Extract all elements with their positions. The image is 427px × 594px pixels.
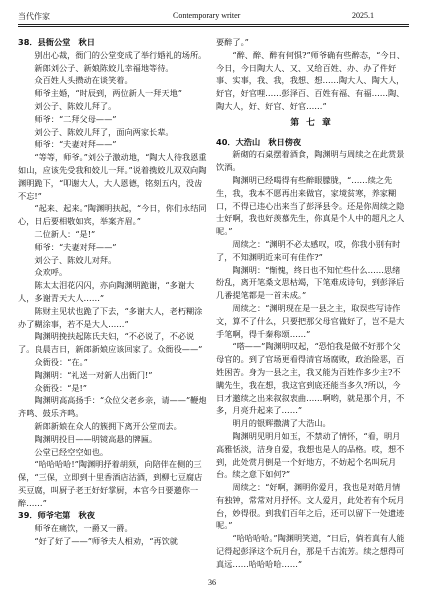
paragraph: 二位新人：“是!”: [34, 228, 96, 239]
paragraph: 公堂已经空空如也。: [34, 446, 109, 457]
paragraph: 众百姓人头攒动在谈笑着。: [34, 75, 133, 86]
paragraph: 刘公子、陈姣儿拜了。: [34, 100, 117, 111]
paragraph: 陶渊明：“礼送一对新人出衙门!”: [34, 369, 153, 380]
paragraph: 陶渊明：“惭愧，终日也不知忙些什么……思绪纷乱，离开笔桑文思枯竭，下笔难成诗句，到彭泽后几番提笔都是一首未成。”: [216, 264, 405, 301]
paragraph: 刘公子、陈姣儿拜了，面向两家长辈。: [34, 126, 174, 137]
paragraph: 刘公子、陈姣儿对拜。: [34, 254, 117, 265]
paragraph: 陶渊明见明月如玉，不禁动了情怀，“看，明月高雅恬淡，洁身自爱，我想也是人的品格。哎，想不到，此处赏月倒是一个好地方，不妨起个名叫玩月台。续之意下如何?”: [216, 430, 405, 480]
paragraph: 周续之：“好啊，渊明你爱月，我也是对皓月情有独钟，常常对月抒怀。文人爱月，此处若有个玩月台，妙得很。到我们百年之后，还可以留下一处遗迹呢。”: [216, 482, 405, 531]
paragraph: 众衙役：“是!”: [34, 382, 87, 393]
paragraph: 陈财主见状也跪了下去，“多谢大人，老朽糊涂办了糊涂事，若不是大人……”: [18, 305, 203, 329]
left-text-column: [18, 36, 209, 576]
paragraph: “起来、起来。”陶渊明扶起，“今日，你们永结同心，日后要相敬如宾，举案齐眉。”: [18, 203, 207, 227]
paragraph: 陶渊明挽扶起陈氏夫妇，“不必说了，不必说了。良晨吉日，新郎新娘应该回家了。众衙役——”: [18, 331, 203, 355]
section-heading: 38．县衙公堂 秋日: [18, 37, 95, 47]
paragraph-continuation: 要醉了。”: [216, 37, 249, 47]
paragraph: “哈哈哈哈。”陶渊明笑道，“日后，倘若真有人能记得起彭泽这个玩月台，那是千古流芳。续之想得可真远……哈哈哈哈……”: [216, 533, 405, 569]
paragraph: “哈哈哈哈!”陶渊明抒着胡须，向陪伴在侧的三保，“三保，立即到十里香酒店沽酒，到柳七豆腐店买豆腐，叫厨子老王好好掌厨，本官今日要邀你一醉……”: [18, 459, 203, 508]
section-heading: 40．大浩山 秋日傍夜: [216, 136, 302, 147]
paragraph: 周续之：“渊明不必太感叹，哎，你我小别有时了，不知渊明近来可有佳作?”: [216, 238, 401, 262]
paragraph: 陶渊明已经喝得有些醉眼朦胧，“……续之先生，我，我本不愿再出来做官，家境贫寒，养家糊口，不得已违心出来当了彭泽县令。还是你周续之隐士好啊，我也好羡慕先生，你真是个人中的超凡之人呢。”: [216, 174, 405, 237]
issue-number: 2025.1: [352, 11, 374, 20]
journal-name: 当代作家: [18, 12, 50, 21]
paragraph: 陈太太泪花闪闪，亦向陶渊明跪谢，“多谢大人，多谢青天大人……”: [18, 280, 195, 303]
paragraph: 陶渊明高高扬手：“众位父老乡亲，请——”鞭炮齐鸣、鼓乐齐鸣。: [18, 395, 207, 419]
paragraph: 师爷在痛饮，一爵又一爵。: [34, 523, 133, 534]
chapter-heading: 第 七 章: [290, 117, 333, 128]
paragraph: 众衙役：“在。”: [34, 356, 88, 367]
paragraph: “好了好了——”师爷夫人相劝，“再饮就: [34, 536, 178, 547]
running-header: [0, 0, 427, 34]
paragraph: 众欢呼。: [34, 267, 68, 278]
paragraph: 明月的银辉撒满了大浩山。: [232, 418, 331, 429]
paragraph: 师爷：“夫妻对拜——”: [34, 241, 117, 252]
paragraph: “嗒——”陶渊明叹起，“恐怕我是做不好那个父母官的。到了官场更看得清官场腐败，政治险恶，百姓困苦。身为一县之主，我又能为百姓作多少主?不瞒先生，我在想，我这官到底还能当多久?所以，今日才邀续之出来叙叙衷曲……啊哟，就是那个月，不多，月亮升起来了……”: [216, 341, 405, 416]
header-rule-thin: [18, 26, 409, 27]
paragraph: 陶渊明投目——明镜高悬的牌匾。: [34, 433, 158, 444]
right-text-column: [216, 36, 407, 576]
paragraph: 别出心裁，衙门的公堂变成了举行婚礼的场所。: [34, 49, 207, 60]
paragraph: 师爷主婚，“时辰到，两位新人一拜天地”: [34, 88, 182, 99]
paragraph: “等等，师爷。”刘公子激动地，“陶大人待我恩重如山，应该先受我和姣儿一拜。”说着携姣儿双双向陶渊明跪下，“叩谢大人，大人恩德，铭刻五内，没齿不忘!”: [18, 152, 207, 201]
paragraph: “醉、醉、醉有何惧?”师爷确有些醉态，“今日、今日，今日陶大人、又、又给百姓、办、办了件好事、实事，我、我，我想、想……陶大人、陶大人，好官，好官哩……彭泽百、百姓有福、有福……陶、陶大人，好、好官、好官……”: [216, 49, 405, 111]
journal-name-english: Contemporary writer: [173, 11, 241, 20]
page-number: 36: [208, 578, 216, 587]
paragraph: 师爷：“二拜父母——”: [34, 113, 117, 124]
paragraph: 新郎新娘在众人的簇拥下离开公堂而去。: [34, 420, 182, 431]
paragraph: 师爷：“夫妻对拜——”: [34, 139, 117, 150]
paragraph: 周续之：“渊明现在是一县之主，取误些写诗作文，算不了什么，只要把那父母官做好了，岂不是大手笔啊，得千秦称颂……”: [216, 302, 405, 339]
paragraph: 新郎刘公子、新娘陈姣儿幸福地等待。: [34, 62, 174, 73]
header-rule-thick: [18, 24, 409, 25]
paragraph: 新砌的石桌摆着酒食，陶渊明与周续之在此赏景饮酒。: [216, 149, 405, 173]
section-heading: 39．师爷宅第 秋夜: [18, 510, 95, 521]
